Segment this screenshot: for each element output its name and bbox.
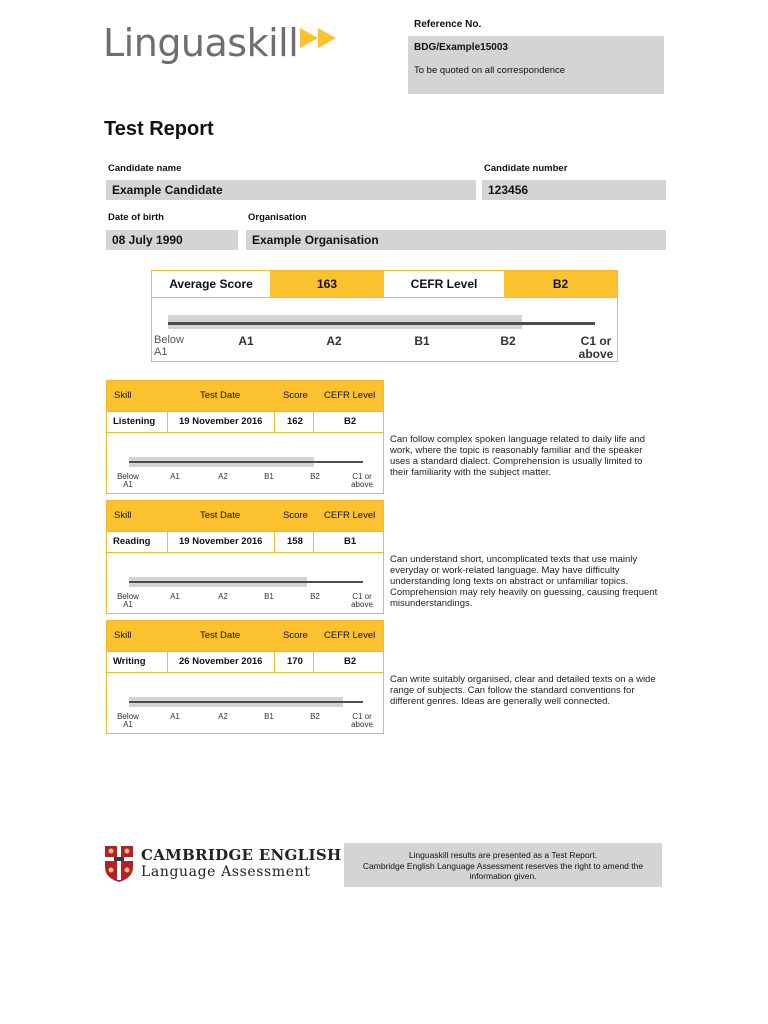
logo-text: Linguaskill bbox=[103, 21, 299, 65]
scale-label-below-a1: Below A1 bbox=[117, 712, 139, 730]
cambridge-logo-line2: Language Assessment bbox=[141, 864, 311, 880]
skill-cefr: B2 bbox=[344, 416, 357, 427]
skill-panel-listening bbox=[106, 380, 384, 494]
average-cefr-value: B2 bbox=[504, 271, 617, 297]
reference-box bbox=[408, 36, 664, 94]
cambridge-shield-icon bbox=[104, 845, 134, 883]
skill-cefr: B2 bbox=[344, 656, 357, 667]
skill-panel-writing bbox=[106, 620, 384, 734]
skill-score: 162 bbox=[287, 416, 303, 427]
reference-note: To be quoted on all correspondence bbox=[414, 65, 566, 76]
scale-label-a2: A2 bbox=[218, 712, 228, 721]
scale-label-a2: A2 bbox=[326, 334, 342, 348]
average-scale-line bbox=[168, 322, 595, 325]
scale-label-b2: B2 bbox=[310, 472, 320, 481]
average-cefr-label: CEFR Level bbox=[410, 277, 478, 291]
average-score-label: Average Score bbox=[169, 277, 253, 291]
scale-label-a1: A1 bbox=[238, 334, 254, 348]
skill-test-date: 26 November 2016 bbox=[179, 656, 263, 667]
skill-cefr: B1 bbox=[344, 536, 357, 547]
scale-label-c1-or-above: C1 or above bbox=[351, 592, 373, 610]
scale-label-a1: A1 bbox=[170, 712, 180, 721]
header-skill: Skill bbox=[114, 630, 132, 641]
skill-test-date: 19 November 2016 bbox=[179, 416, 263, 427]
scale-label-b2: B2 bbox=[310, 712, 320, 721]
header-score: Score bbox=[283, 390, 308, 401]
organisation-label: Organisation bbox=[248, 212, 307, 223]
skill-description-listening: Can follow complex spoken language related to daily life and work, where the topic is reasonably familiar and the speaker uses a standard dialect. Comprehension is usually limited to their familiarity with the subject matter. bbox=[390, 434, 646, 478]
skill-test-date: 19 November 2016 bbox=[179, 536, 263, 547]
organisation-field: Example Organisation bbox=[246, 230, 666, 250]
header-cefr: CEFR Level bbox=[324, 510, 376, 521]
header-cefr: CEFR Level bbox=[324, 390, 376, 401]
cambridge-logo bbox=[104, 845, 341, 883]
skill-header bbox=[107, 501, 383, 531]
scale-label-below-a1: Below A1 bbox=[154, 334, 184, 358]
skill-scale-line bbox=[129, 701, 363, 703]
skill-result-row bbox=[107, 411, 383, 433]
average-score-row bbox=[152, 271, 617, 298]
dob-label: Date of birth bbox=[108, 212, 164, 223]
scale-label-below-a1: Below A1 bbox=[117, 472, 139, 490]
candidate-number-label: Candidate number bbox=[484, 163, 568, 174]
reference-label: Reference No. bbox=[414, 19, 482, 30]
skill-name: Listening bbox=[113, 416, 156, 427]
scale-label-b2: B2 bbox=[310, 592, 320, 601]
scale-label-a2: A2 bbox=[218, 472, 228, 481]
header-test-date: Test Date bbox=[200, 510, 241, 521]
scale-label-b1: B1 bbox=[264, 472, 274, 481]
skill-name: Reading bbox=[113, 536, 151, 547]
skill-score: 158 bbox=[287, 536, 303, 547]
dob-field: 08 July 1990 bbox=[106, 230, 238, 250]
skill-scale-line bbox=[129, 461, 363, 463]
skill-description-reading: Can understand short, uncomplicated texts that use mainly everyday or work-related language. May have difficulty understanding long texts on abstract or unfamiliar topics. Comprehension may rely heavily on guessing, causing frequent misunderstandings. bbox=[390, 554, 658, 609]
candidate-number-field: 123456 bbox=[482, 180, 666, 200]
header-score: Score bbox=[283, 510, 308, 521]
scale-label-b1: B1 bbox=[414, 334, 430, 348]
scale-label-b2: B2 bbox=[500, 334, 516, 348]
cambridge-logo-line1: CAMBRIDGE ENGLISH bbox=[141, 846, 342, 864]
scale-label-b1: B1 bbox=[264, 712, 274, 721]
double-arrow-icon bbox=[300, 26, 340, 50]
skill-name: Writing bbox=[113, 656, 146, 667]
header-skill: Skill bbox=[114, 510, 132, 521]
header-skill: Skill bbox=[114, 390, 132, 401]
scale-label-c1-or-above: C1 or above bbox=[351, 472, 373, 490]
header-cefr: CEFR Level bbox=[324, 630, 376, 641]
linguaskill-logo bbox=[103, 18, 340, 68]
skill-scale-line bbox=[129, 581, 363, 583]
footer-note-line1: Linguaskill results are presented as a Test Report. bbox=[408, 850, 598, 860]
scale-label-below-a1: Below A1 bbox=[117, 592, 139, 610]
scale-label-a1: A1 bbox=[170, 592, 180, 601]
page-title: Test Report bbox=[104, 118, 214, 140]
footer-note-line2: Cambridge English Language Assessment reserves the right to amend the information given. bbox=[362, 860, 644, 881]
header-score: Score bbox=[283, 630, 308, 641]
scale-label-b1: B1 bbox=[264, 592, 274, 601]
skill-result-row bbox=[107, 651, 383, 673]
footer-note bbox=[344, 843, 662, 887]
skill-header bbox=[107, 621, 383, 651]
candidate-name-field: Example Candidate bbox=[106, 180, 476, 200]
header-test-date: Test Date bbox=[200, 390, 241, 401]
average-score-panel bbox=[151, 270, 618, 362]
scale-label-c1-or-above: C1 or above bbox=[351, 712, 373, 730]
skill-panel-reading bbox=[106, 500, 384, 614]
candidate-name-label: Candidate name bbox=[108, 163, 182, 174]
skill-header bbox=[107, 381, 383, 411]
scale-label-c1-or-above: C1 or above bbox=[578, 334, 614, 361]
skill-score: 170 bbox=[287, 656, 303, 667]
skill-result-row bbox=[107, 531, 383, 553]
scale-label-a2: A2 bbox=[218, 592, 228, 601]
header-test-date: Test Date bbox=[200, 630, 241, 641]
skill-description-writing: Can write suitably organised, clear and detailed texts on a wide range of subjects. Can follow the standard conventions for different genres. Ideas are generally well connected. bbox=[390, 674, 656, 707]
average-score-value: 163 bbox=[270, 271, 384, 297]
scale-label-a1: A1 bbox=[170, 472, 180, 481]
reference-number: BDG/Example15003 bbox=[414, 42, 508, 53]
